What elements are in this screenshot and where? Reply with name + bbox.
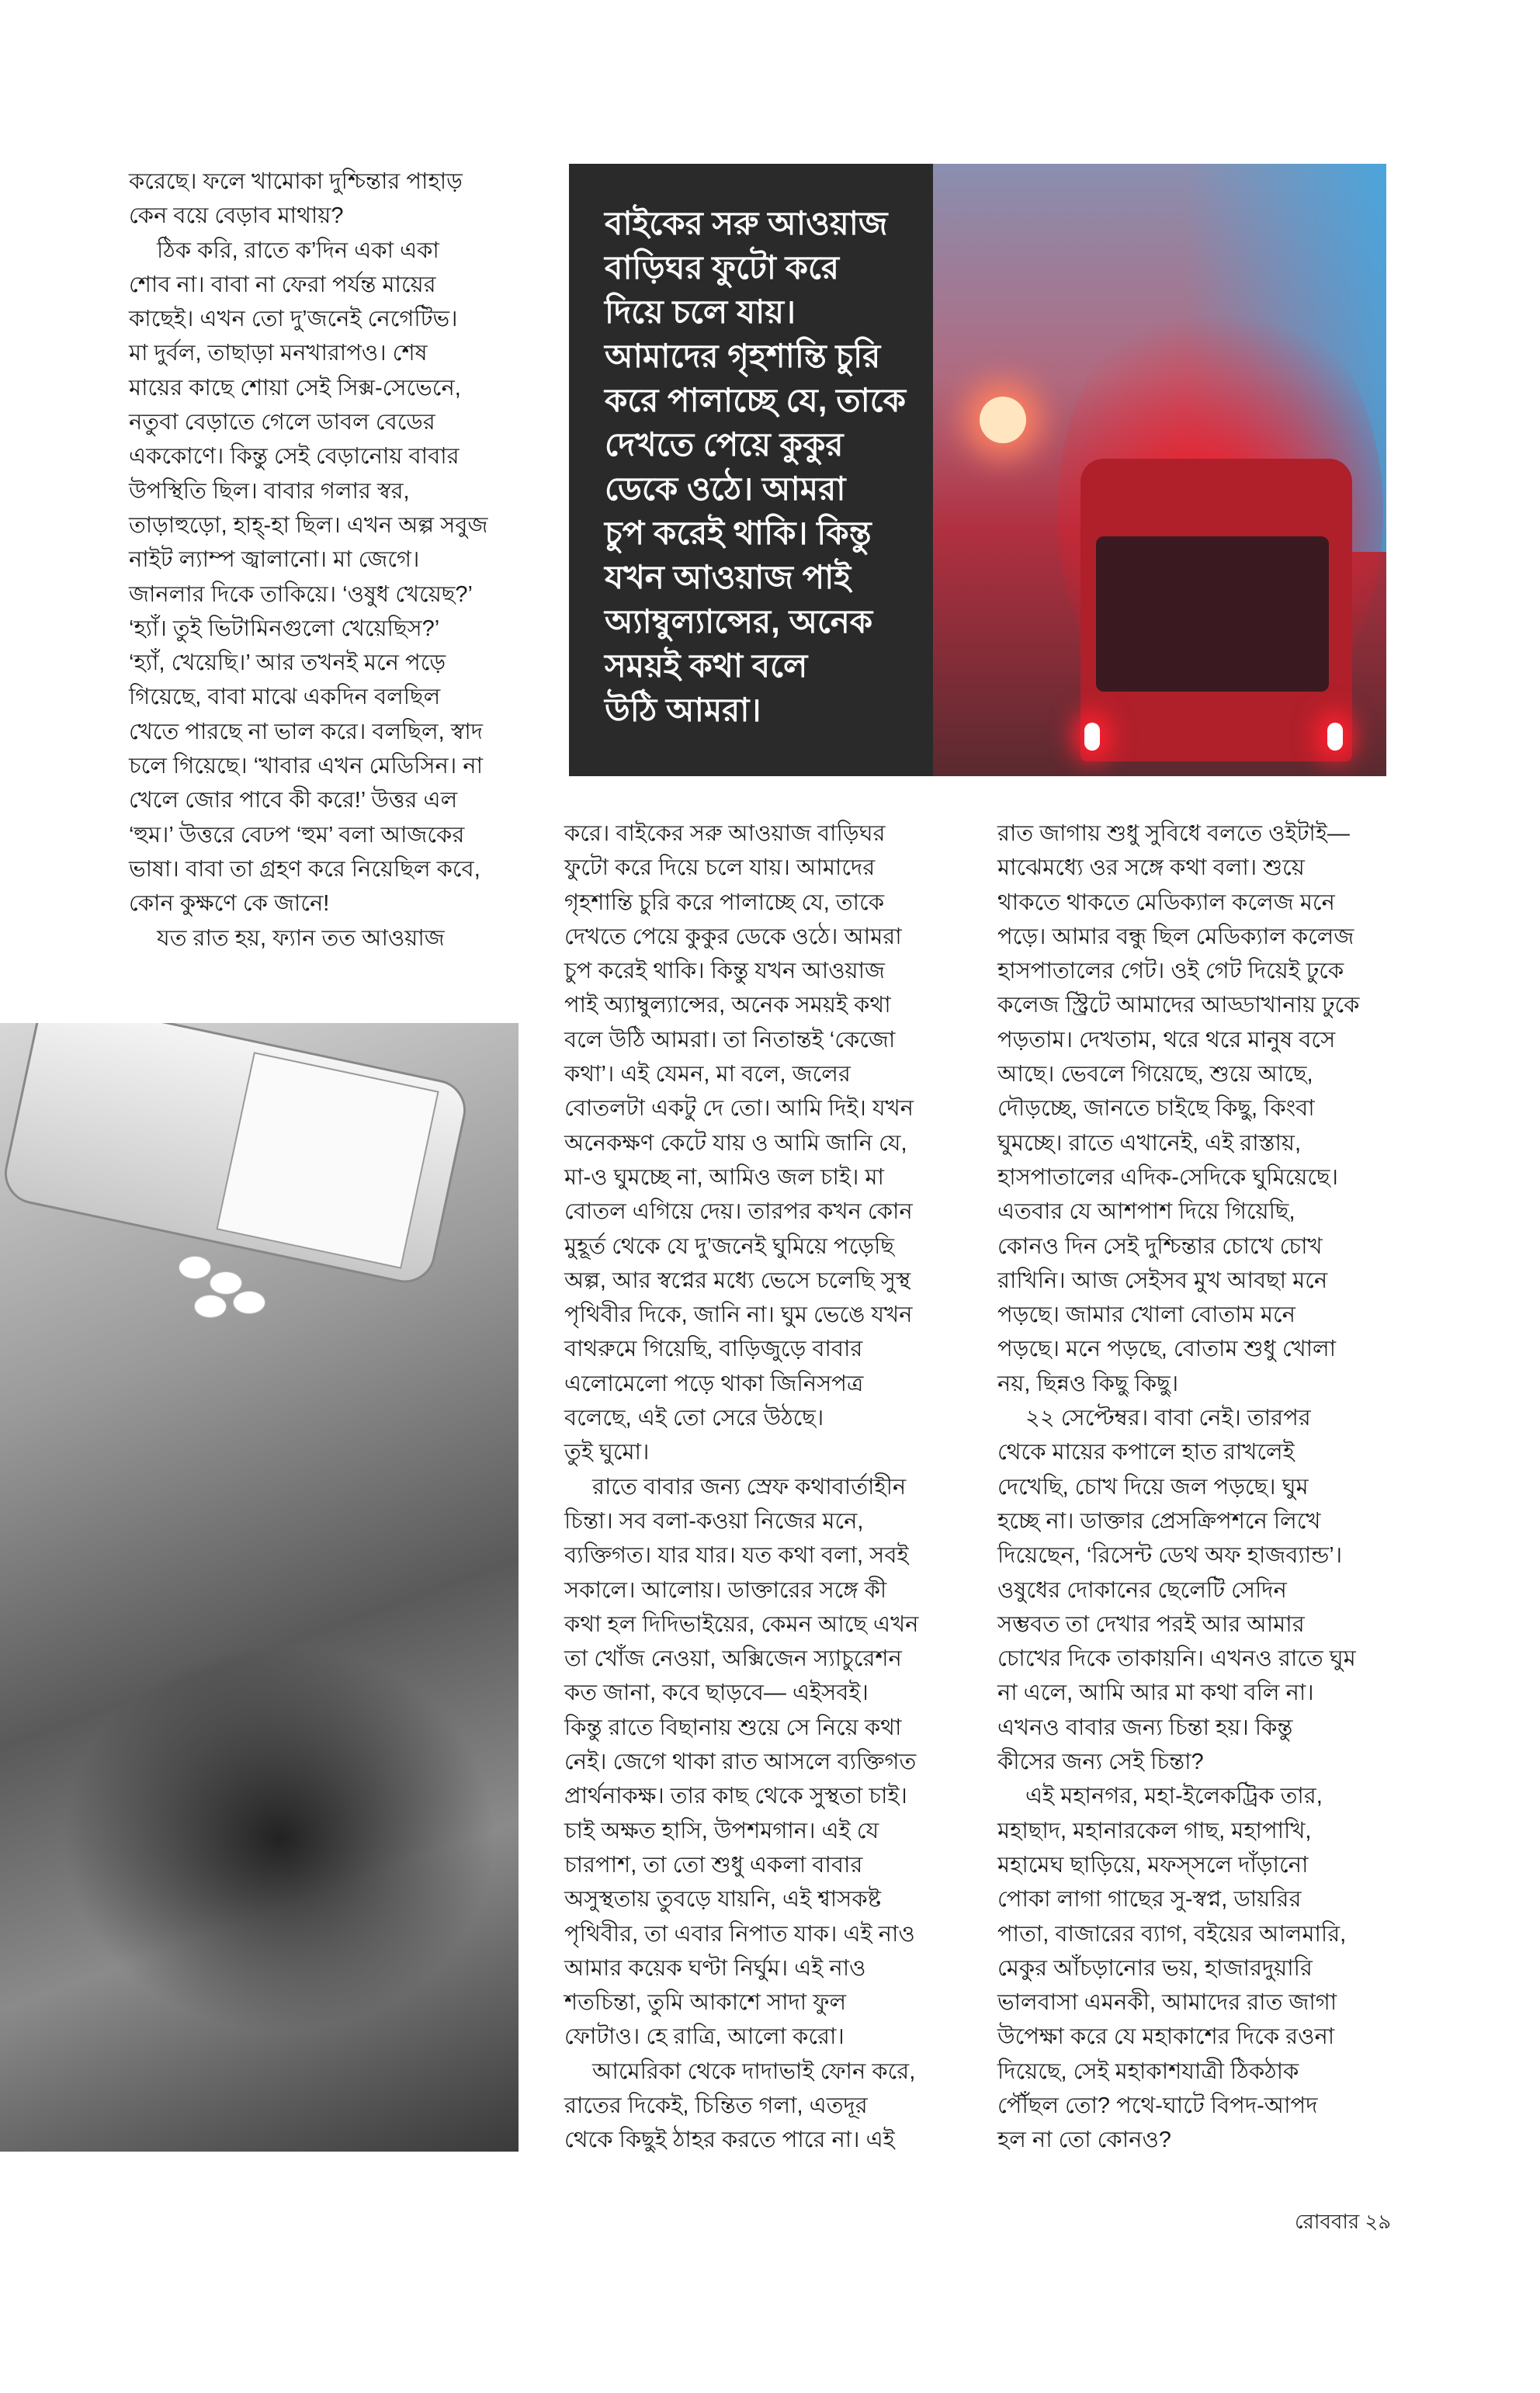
- text-line: এখনও বাবার জন্য চিন্তা হয়। কিন্তু: [997, 1715, 1293, 1740]
- pull-quote-line: করে পালাচ্ছে যে, তাকে: [605, 382, 907, 418]
- text-line: হচ্ছে না। ডাক্তার প্রেসক্রিপশনে লিখে: [997, 1508, 1321, 1534]
- text-line: মায়ের কাছে শোয়া সেই সিক্স-সেভেনে,: [129, 375, 461, 401]
- tail-light-left: [1084, 723, 1100, 751]
- paragraph: [129, 921, 525, 955]
- text-line: চারপাশ, তা তো শুধু একলা বাবার: [564, 1852, 863, 1878]
- text-line: কিন্তু রাতে বিছানায় শুয়ে সে নিয়ে কথা: [564, 1715, 902, 1740]
- text-line: পৌঁছল তো? পথে-ঘাটে বিপদ-আপদ: [997, 2093, 1318, 2118]
- text-line: ‘হ্যাঁ। তুই ভিটামিনগুলো খেয়েছিস?’: [129, 616, 440, 641]
- text-line: পড়ছে। জামার খোলা বোতাম মনে: [997, 1302, 1295, 1328]
- text-line: পৃথিবীর দিকে, জানি না। ঘুম ভেঙে যখন: [564, 1302, 913, 1328]
- text-line: অনেকক্ষণ কেটে যায় ও আমি জানি যে,: [564, 1130, 907, 1156]
- pull-quote-line: দিয়ে চলে যায়।: [605, 293, 796, 330]
- pill: [179, 1256, 211, 1279]
- text-line: ২২ সেপ্টেম্বর। বাবা নেই। তারপর: [1025, 1406, 1311, 1431]
- pill: [194, 1295, 227, 1318]
- text-line: ব্যক্তিগত। যার যার। যত কথা বলা, সবই: [564, 1543, 909, 1569]
- text-line: মা-ও ঘুমচ্ছে না, আমিও জল চাই। মা: [564, 1164, 884, 1190]
- pull-quote-line: চুপ করেই থাকি। কিন্তু: [605, 515, 872, 551]
- text-line: মহামেঘ ছাড়িয়ে, মফস্‌সলে দাঁড়ানো: [997, 1852, 1309, 1878]
- article-column-2: [564, 817, 949, 2158]
- text-line: থেকে মায়ের কপালে হাত রাখলেই: [997, 1440, 1295, 1465]
- hand-shadow: [62, 1644, 497, 2032]
- text-line: শতচিন্তা, তুমি আকাশে সাদা ফুল: [564, 1990, 847, 2016]
- text-line: বোতলটা একটু দে তো। আমি দিই। যখন: [564, 1096, 914, 1122]
- text-line: ঘুমচ্ছে। রাতে এখানেই, এই রাস্তায়,: [997, 1130, 1302, 1156]
- text-line: না এলে, আমি আর মা কথা বলি না।: [997, 1680, 1314, 1706]
- paragraph: [564, 817, 949, 1470]
- text-line: ‘হুম।’ উত্তরে বেঢপ ‘হুম’ বলা আজকের: [129, 822, 465, 848]
- text-line: বলেছে, এই তো সেরে উঠছে।: [564, 1406, 824, 1431]
- pill: [233, 1291, 265, 1314]
- pull-quote-line: অ্যাম্বুল্যান্সের, অনেক: [605, 603, 873, 640]
- paragraph: [997, 817, 1389, 1401]
- text-line: অল্প, আর স্বপ্নের মধ্যে ভেসে চলেছি সুস্থ: [564, 1268, 911, 1293]
- text-line: পাতা, বাজারের ব্যাগ, বইয়ের আলমারি,: [997, 1921, 1347, 1947]
- text-line: তা খোঁজ নেওয়া, অক্সিজেন স্যাচুরেশন: [564, 1646, 902, 1672]
- pull-quote-line: যখন আওয়াজ পাই: [605, 559, 852, 595]
- text-line: আমার কয়েক ঘণ্টা নির্ঘুম। এই নাও: [564, 1955, 866, 1981]
- text-line: উপেক্ষা করে যে মহাকাশের দিকে রওনা: [997, 2024, 1335, 2050]
- text-line: ভালবাসা এমনকী, আমাদের রাত জাগা: [997, 1990, 1337, 2016]
- text-line: দিয়েছেন, ‘রিসেন্ট ডেথ অফ হাজব্যান্ড’।: [997, 1543, 1343, 1569]
- text-line: দেখতে পেয়ে কুকুর ডেকে ওঠে। আমরা: [564, 924, 902, 949]
- paragraph: [997, 1779, 1389, 2157]
- text-line: অসুস্থতায় তুবড়ে যায়নি, এই শ্বাসকষ্ট: [564, 1887, 882, 1913]
- pill-bottle-photo: [0, 1023, 519, 2152]
- text-line: প্রার্থনাকক্ষ। তার কাছ থেকে সুস্থতা চাই।: [564, 1784, 907, 1809]
- page-footer: রোববার ২৯: [1295, 2210, 1392, 2233]
- text-line: কাছেই। এখন তো দু’জনেই নেগেটিভ।: [129, 307, 458, 332]
- pull-quote-line: উঠি আমরা।: [605, 692, 761, 728]
- text-line: মুহূর্ত থেকে যে দু’জনেই ঘুমিয়ে পড়েছি: [564, 1233, 894, 1259]
- article-column-1: [129, 165, 525, 955]
- text-line: ফোটাও। হে রাত্রি, আলো করো।: [564, 2024, 845, 2050]
- text-line: মাঝেমধ্যে ওর সঙ্গে কথা বলা। শুয়ে: [997, 855, 1305, 881]
- text-line: কীসের জন্য সেই চিন্তা?: [997, 1750, 1204, 1775]
- text-line: কথা’। এই যেমন, মা বলে, জলের: [564, 1062, 851, 1087]
- text-line: দেখেছি, চোখ দিয়ে জল পড়ছে। ঘুম: [997, 1474, 1309, 1500]
- ambulance-rear-window: [1096, 536, 1329, 692]
- text-line: দিয়েছে, সেই মহাকাশযাত্রী ঠিকঠাক: [997, 2058, 1299, 2084]
- text-line: ‘হ্যাঁ, খেয়েছি।’ আর তখনই মনে পড়ে: [129, 650, 446, 676]
- article-column-3: [997, 817, 1389, 2158]
- text-line: দৌড়চ্ছে, জানতে চাইছে কিছু, কিংবা: [997, 1096, 1315, 1122]
- text-line: চাই অক্ষত হাসি, উপশমগান। এই যে: [564, 1818, 879, 1843]
- text-line: করে। বাইকের সরু আওয়াজ বাড়িঘর: [564, 821, 886, 846]
- text-line: মা দুর্বল, তাছাড়া মনখারাপও। শেষ: [129, 341, 428, 366]
- text-line: চুপ করেই থাকি। কিন্তু যখন আওয়াজ: [564, 959, 885, 984]
- text-line: কোনও দিন সেই দুশ্চিন্তার চোখে চোখ: [997, 1233, 1323, 1259]
- pull-quote-line: দেখতে পেয়ে কুকুর: [605, 426, 844, 463]
- text-line: নতুবা বেড়াতে গেলে ডাবল বেডের: [129, 410, 435, 435]
- text-line: তাড়াহুড়ো, হাহ্-হা ছিল। এখন অল্প সবুজ: [129, 512, 488, 538]
- text-line: পড়ছে। মনে পড়ছে, বোতাম শুধু খোলা: [997, 1337, 1337, 1362]
- text-line: আছে। ভেবলে গিয়েছে, শুয়ে আছে,: [997, 1062, 1313, 1087]
- text-line: নয়, ছিন্নও কিছু কিছু।: [997, 1371, 1179, 1396]
- text-line: শোব না। বাবা না ফেরা পর্যন্ত মায়ের: [129, 272, 436, 297]
- paragraph: [564, 1470, 949, 2055]
- text-line: উপস্থিতি ছিল। বাবার গলার স্বর,: [129, 478, 410, 504]
- pull-quote: [569, 164, 933, 776]
- text-line: হল না তো কোনও?: [997, 2128, 1171, 2153]
- paragraph: [129, 234, 525, 921]
- text-line: এলোমেলো পড়ে থাকা জিনিসপত্র: [564, 1371, 864, 1396]
- text-line: বলে উঠি আমরা। তা নিতান্তই ‘কেজো: [564, 1027, 896, 1053]
- text-line: রাত জাগায় শুধু সুবিধে বলতে ওইটাই—: [997, 821, 1350, 846]
- pull-quote-line: বাড়িঘর ফুটো করে: [605, 249, 839, 286]
- text-line: বাথরুমে গিয়েছি, বাড়িজুড়ে বাবার: [564, 1337, 863, 1362]
- text-line: পড়তাম। দেখতাম, থরে থরে মানুষ বসে: [997, 1027, 1336, 1053]
- text-line: পোকা লাগা গাছের সু-স্বপ্ন, ডায়রির: [997, 1887, 1302, 1913]
- text-line: ভাষা। বাবা তা গ্রহণ করে নিয়েছিল কবে,: [129, 856, 480, 882]
- text-line: রাতের দিকেই, চিন্তিত গলা, এতদূর: [564, 2093, 868, 2118]
- text-line: সম্ভবত তা দেখার পরই আর আমার: [997, 1611, 1305, 1637]
- text-line: পৃথিবীর, তা এবার নিপাত যাক। এই নাও: [564, 1921, 915, 1947]
- pill: [210, 1271, 242, 1295]
- pull-quote-line: সময়ই কথা বলে: [605, 647, 808, 684]
- text-line: খেতে পারছে না ভাল করে। বলছিল, স্বাদ: [129, 719, 484, 744]
- pull-quote-line: আমাদের গৃহশান্তি চুরি: [605, 338, 881, 374]
- text-line: চলে গিয়েছে। ‘খাবার এখন মেডিসিন। না: [129, 754, 484, 779]
- text-line: রাখিনি। আজ সেইসব মুখ আবছা মনে: [997, 1268, 1328, 1293]
- paragraph: [564, 2055, 949, 2158]
- pull-quote-line: বাইকের সরু আওয়াজ: [605, 205, 888, 241]
- text-line: থেকে কিছুই ঠাহর করতে পারে না। এই: [564, 2128, 895, 2153]
- text-line: করেছে। ফলে খামোকা দুশ্চিন্তার পাহাড়: [129, 169, 463, 194]
- text-line: কলেজ স্ট্রিটে আমাদের আড্ডাখানায় ঢুকে: [997, 993, 1360, 1018]
- text-line: আমেরিকা থেকে দাদাভাই ফোন করে,: [592, 2058, 916, 2084]
- street-light: [980, 397, 1026, 443]
- text-line: মহাছাদ, মহানারকেল গাছ, মহাপাখি,: [997, 1818, 1312, 1843]
- text-line: হাসপাতালের এদিক-সেদিকে ঘুমিয়েছে।: [997, 1164, 1338, 1190]
- text-line: কথা হল দিদিভাইয়ের, কেমন আছে এখন: [564, 1611, 919, 1637]
- text-line: কত জানা, কবে ছাড়বে— এইসবই।: [564, 1680, 869, 1706]
- text-line: যত রাত হয়, ফ্যান তত আওয়াজ: [157, 925, 445, 951]
- text-line: জানলার দিকে তাকিয়ে। ‘ওষুধ খেয়েছ?’: [129, 581, 473, 607]
- text-line: খেলে জোর পাবে কী করে!’ উত্তর এল: [129, 788, 458, 813]
- text-line: ঠিক করি, রাতে ক’দিন একা একা: [157, 238, 439, 263]
- text-line: নাইট ল্যাম্প জ্বালানো। মা জেগে।: [129, 547, 420, 573]
- text-line: পড়ে। আমার বন্ধু ছিল মেডিক্যাল কলেজ: [997, 924, 1354, 949]
- text-line: গৃহশান্তি চুরি করে পালাচ্ছে যে, তাকে: [564, 890, 885, 915]
- text-line: এককোণে। কিন্তু সেই বেড়ানোয় বাবার: [129, 444, 460, 470]
- paragraph: [129, 165, 525, 234]
- text-line: চিন্তা। সব বলা-কওয়া নিজের মনে,: [564, 1508, 864, 1534]
- text-line: ফুটো করে দিয়ে চলে যায়। আমাদের: [564, 855, 876, 881]
- text-line: হাসপাতালের গেট। ওই গেট দিয়েই ঢুকে: [997, 959, 1344, 984]
- text-line: বোতল এগিয়ে দেয়। তারপর কখন কোন: [564, 1199, 913, 1225]
- text-line: কেন বয়ে বেড়াব মাথায়?: [129, 203, 344, 229]
- text-line: এতবার যে আশপাশ দিয়ে গিয়েছি,: [997, 1199, 1295, 1225]
- text-line: মেকুর আঁচড়ানোর ভয়, হাজারদুয়ারি: [997, 1955, 1313, 1981]
- text-line: নেই। জেগে থাকা রাত আসলে ব্যক্তিগত: [564, 1750, 917, 1775]
- text-line: থাকতে থাকতে মেডিক্যাল কলেজ মনে: [997, 890, 1335, 915]
- tail-light-right: [1327, 723, 1343, 751]
- text-line: কোন কুক্ষণে কে জানে!: [129, 891, 330, 917]
- bottle-label: [216, 1052, 439, 1269]
- text-line: গিয়েছে, বাবা মাঝে একদিন বলছিল: [129, 685, 441, 710]
- text-line: তুই ঘুমো।: [564, 1440, 650, 1465]
- text-line: ওষুধের দোকানের ছেলেটি সেদিন: [997, 1577, 1287, 1603]
- text-line: সকালে। আলোয়। ডাক্তারের সঙ্গে কী: [564, 1577, 887, 1603]
- paragraph: [997, 1401, 1389, 1779]
- text-line: এই মহানগর, মহা-ইলেকট্রিক তার,: [1025, 1784, 1323, 1809]
- pull-quote-line: ডেকে ওঠে। আমরা: [605, 470, 846, 507]
- text-line: রাতে বাবার জন্য স্রেফ কথাবার্তাহীন: [592, 1474, 907, 1500]
- ambulance-photo: [933, 164, 1386, 776]
- text-line: পাই অ্যাম্বুল্যান্সের, অনেক সময়ই কথা: [564, 993, 891, 1018]
- text-line: চোখের দিকে তাকায়নি। এখনও রাতে ঘুম: [997, 1646, 1356, 1672]
